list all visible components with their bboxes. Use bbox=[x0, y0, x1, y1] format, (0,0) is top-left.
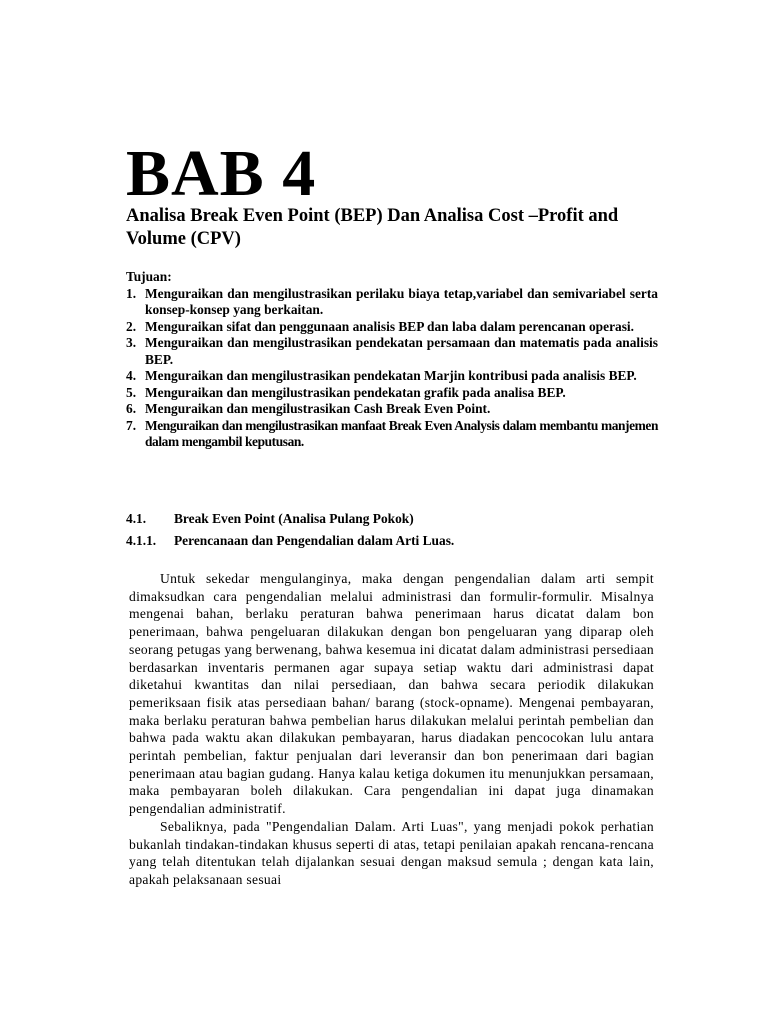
objective-number: 4. bbox=[126, 368, 137, 383]
subsection-title: Perencanaan dan Pengendalian dalam Arti Luas. bbox=[174, 533, 455, 548]
body-paragraph: Untuk sekedar mengulanginya, maka dengan pengendalian dalam arti sempit dimaksudkan cara pengendalian melalui administrasi dan formulir-formulir. Misalnya mengenai bahan, berlaku peraturan bahwa penerimaan harus dicatat dalam bon penerimaan, bahwa pengeluaran dilakukan dengan bon pengeluaran yang diparap oleh seorang petugas yang berwenang, bahwa kesemua ini dicatat dalam administrasi persediaan berdasarkan inventaris permanen agar supaya setiap waktu dari administrasi dapat diketahui kwantitas dan nilai persediaan, dan bahwa secara periodik dilakukan pemeriksaan fisik atas persediaan bahan/ barang (stock-opname). Mengenai pembayaran, maka berlaku peraturan bahwa pembelian harus dilakukan melalui perintah pembelian dan bahwa pada waktu akan dilakukan pembayaran, harus diadakan pencocokan lulu antara perintah pembelian, faktur penjualan dari leveransir dan bon penerimaan dari bagian penerimaan atau bagian gudang. Hanya kalau ketiga dokumen itu menunjukkan persamaan, maka pembayaran boleh dilakukan. Cara pengendalian ini dapat juga dinamakan pengendalian administratif. bbox=[129, 571, 654, 817]
objective-number: 7. bbox=[126, 417, 137, 433]
chapter-subtitle: Analisa Break Even Point (BEP) Dan Analisa Cost –Profit and Volume (CPV) bbox=[126, 206, 619, 249]
body-text bbox=[129, 570, 654, 889]
subsection-heading bbox=[126, 533, 454, 549]
objectives-list bbox=[126, 286, 658, 451]
objective-number: 3. bbox=[126, 335, 137, 350]
objectives-heading: Tujuan: bbox=[126, 269, 172, 284]
objective-number: 2. bbox=[126, 318, 137, 334]
subsection-number: 4.1.1. bbox=[126, 533, 157, 548]
objective-item bbox=[126, 418, 658, 451]
objective-item bbox=[126, 286, 658, 319]
objective-text: Menguraikan dan mengilustrasikan pendekatan persamaan dan matematis pada analisis BEP. bbox=[145, 335, 658, 367]
objective-text: Menguraikan sifat dan penggunaan analisis BEP dan laba dalam perencanan operasi. bbox=[145, 318, 634, 334]
objective-number: 6. bbox=[126, 401, 137, 416]
objective-text: Menguraikan dan mengilustrasikan Cash Break Even Point. bbox=[145, 401, 491, 416]
objective-item bbox=[126, 335, 658, 368]
objective-text: Menguraikan dan mengilustrasikan perilaku biaya tetap,variabel dan semivariabel serta konsep-konsep yang berkaitan. bbox=[145, 285, 658, 317]
section-number: 4.1. bbox=[126, 511, 147, 526]
section-heading bbox=[126, 511, 414, 527]
objective-item bbox=[126, 401, 658, 418]
section-title: Break Even Point (Analisa Pulang Pokok) bbox=[174, 511, 414, 526]
objective-text: Menguraikan dan mengilustrasikan pendekatan Marjin kontribusi pada analisis BEP. bbox=[145, 368, 637, 383]
chapter-title: BAB 4 bbox=[126, 137, 317, 210]
objective-item bbox=[126, 368, 658, 385]
objectives-section bbox=[126, 269, 658, 451]
objective-number: 5. bbox=[126, 384, 137, 400]
objective-item bbox=[126, 319, 658, 336]
objective-item bbox=[126, 385, 658, 402]
objective-number: 1. bbox=[126, 285, 137, 301]
objective-text: Menguraikan dan mengilustrasikan pendekatan grafik pada analisa BEP. bbox=[145, 384, 566, 400]
body-paragraph: Sebaliknya, pada "Pengendalian Dalam. Arti Luas", yang menjadi pokok perhatian bukanlah tindakan-tindakan khusus seperti di atas, tetapi penilaian apakah rencana-rencana yang telah ditentukan telah dijalankan sesuai dengan maksud semula ; dengan kata lain, apakah pelaksanaan sesuai bbox=[129, 818, 654, 887]
objective-text: Menguraikan dan mengilustrasikan manfaat Break Even Analysis dalam membantu manjemen dalam mengambil keputusan. bbox=[145, 417, 658, 449]
